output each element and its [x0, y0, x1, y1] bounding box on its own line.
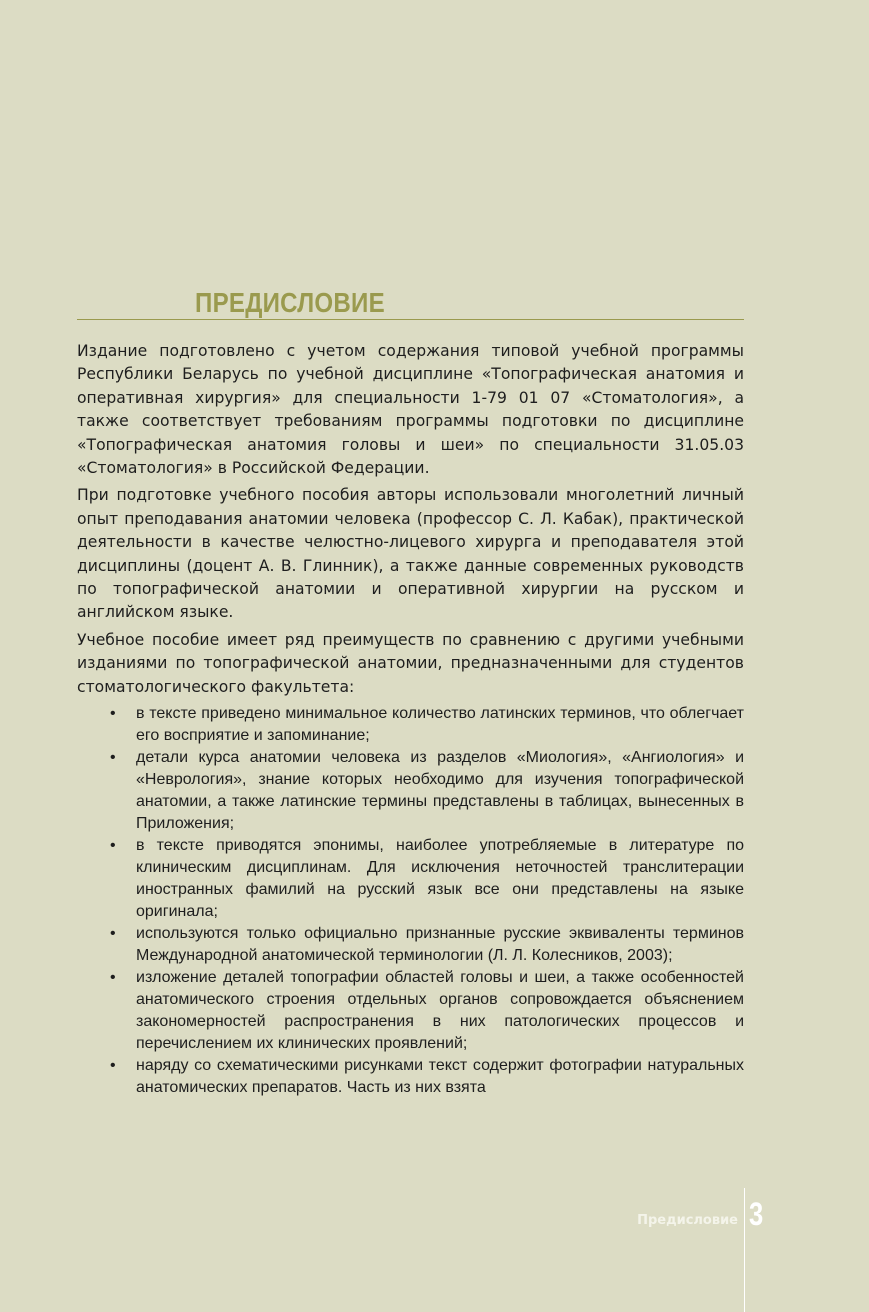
paragraph: Учебное пособие имеет ряд преимуществ по сравнению с другими учебными изданиями по топографической анатомии, предназначенными для студентов стоматологического факультета: — [77, 630, 744, 696]
list-item-text: используются только официально признанные русские эквиваленты терминов Международной анатомической терминологии (Л. Л. Колесников, 2003); — [136, 925, 744, 965]
paragraph: При подготовке учебного пособия авторы использовали многолетний личный опыт преподавания анатомии человека (профессор С. Л. Кабак), практической деятельности в качестве челюстно-лицевого хирурга и преподавателя этой дисциплины (доцент А. В. Глинник), а также данные современных руководств по топографической анатомии и оперативной хирургии на русском и английском языке. — [77, 486, 744, 622]
bullet-icon: • — [110, 749, 116, 767]
heading-divider — [77, 319, 744, 320]
list-item — [77, 747, 744, 835]
list-item — [77, 703, 744, 747]
bullet-icon: • — [110, 925, 116, 943]
footer-divider — [744, 1188, 745, 1312]
list-item — [77, 1055, 744, 1099]
list-item-text: в тексте приводятся эпонимы, наиболее употребляемые в литературе по клиническим дисциплинам. Для исключения неточностей транслитерации иностранных фамилий на русский язык все они представлены на языке оригинала; — [136, 837, 744, 921]
bullet-icon: • — [110, 1057, 116, 1075]
bullet-icon: • — [110, 837, 116, 855]
bullet-icon: • — [110, 705, 116, 723]
section-heading: ПРЕДИСЛОВИЕ — [195, 287, 385, 318]
list-item — [77, 923, 744, 967]
list-item — [77, 967, 744, 1055]
paragraph: Издание подготовлено с учетом содержания типовой учебной программы Республики Беларусь по учебной дисциплине «Топографическая анатомия и оперативная хирургия» для специальности 1-79 01 07 «Стоматология», а также соответствует требованиям программы подготовки по дисциплине «Топографическая анатомия головы и шеи» по специальности 31.05.03 «Стоматология» в Российской Федерации. — [77, 342, 744, 478]
running-footer-title: Предисловие — [637, 1213, 738, 1228]
list-item-text: детали курса анатомии человека из разделов «Миология», «Ангиология» и «Неврология», знание которых необходимо для изучения топографической анатомии, а также латинские термины представлены в таблицах, вынесенных в Приложения; — [136, 749, 744, 833]
list-item-text: изложение деталей топографии областей головы и шеи, а также особенностей анатомического строения отдельных органов сопровождается объяснением закономерностей распространения в них патологических процессов и перечислением их клинических проявлений; — [136, 969, 744, 1053]
list-item-text: в тексте приведено минимальное количество латинских терминов, что облегчает его восприятие и запоминание; — [136, 705, 744, 745]
list-item-text: наряду со схематическими рисунками текст содержит фотографии натуральных анатомических препаратов. Часть из них взята — [136, 1057, 744, 1097]
list-item — [77, 835, 744, 923]
page-number: 3 — [749, 1196, 764, 1232]
advantages-list — [77, 703, 744, 1099]
bullet-icon: • — [110, 969, 116, 987]
body-text — [77, 340, 744, 1099]
